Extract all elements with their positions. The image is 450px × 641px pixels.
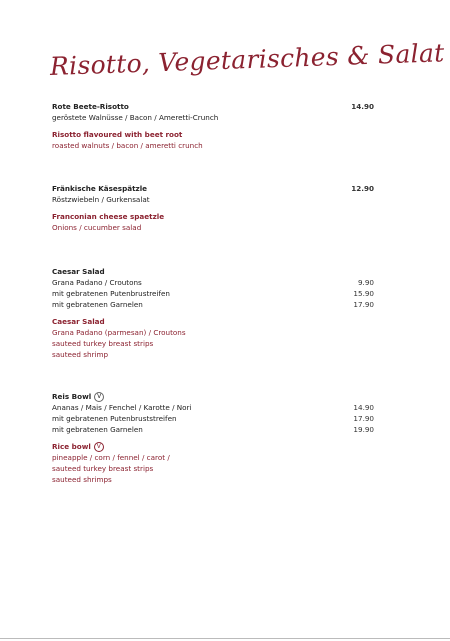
dish-option-de: mit gebratenen Putenbrustreifen 15.90 <box>52 289 374 298</box>
vegan-v-icon: V <box>94 442 104 452</box>
menu-item-kaesespaetzle <box>52 183 374 233</box>
price: 14.90 <box>353 403 374 412</box>
dish-description-de: Grana Padano / Croutons 9.90 <box>52 278 374 287</box>
dish-name-de: Fränkische Käsespätzle 12.90 <box>52 184 374 193</box>
price: 17.90 <box>353 300 374 309</box>
dish-name-de: Caesar Salad <box>52 267 105 276</box>
dish-option-de: mit gebratenen Garnelen 17.90 <box>52 300 374 309</box>
dish-name-en: Risotto flavoured with beet root <box>52 130 183 139</box>
dish-name-en: Caesar Salad <box>52 317 105 326</box>
dish-description-de: geröstete Walnüsse / Bacon / Ameretti-Crunch <box>52 113 219 122</box>
dish-name-de: Reis Bowl V <box>52 391 374 402</box>
menu-item-rote-beete-risotto <box>52 101 374 151</box>
price: 14.90 <box>351 102 374 111</box>
vegan-v-icon: V <box>94 392 104 402</box>
dish-description-de: Ananas / Mais / Fenchel / Karotte / Nori 14.90 <box>52 403 374 412</box>
dish-description-en: Grana Padano (parmesan) / Croutons <box>52 328 186 337</box>
dish-option-en: sauteed shrimps <box>52 475 112 484</box>
page-bottom-divider <box>0 638 450 639</box>
dish-description-en: roasted walnuts / bacon / ameretti crunch <box>52 141 203 150</box>
price: 9.90 <box>357 278 374 287</box>
dish-description-de: Röstzwiebeln / Gurkensalat <box>52 195 150 204</box>
dish-option-en: sauteed turkey breast strips <box>52 339 154 348</box>
dish-description-en: pineapple / corn / fennel / carot / <box>52 453 170 462</box>
price: 15.90 <box>353 289 374 298</box>
dish-option-en: sauteed shrimp <box>52 350 109 359</box>
dish-option-de: mit gebratenen Putenbruststreifen 17.90 <box>52 414 374 423</box>
dish-name-en: Franconian cheese spaetzle <box>52 212 165 221</box>
menu-item-caesar-salad <box>52 266 374 360</box>
price: 17.90 <box>353 414 374 423</box>
dish-name-en: Rice bowl V <box>52 441 374 452</box>
page-title: Risotto, Vegetarisches & Salat <box>49 38 445 81</box>
price: 19.90 <box>353 425 374 434</box>
price: 12.90 <box>351 184 374 193</box>
dish-option-en: sauteed turkey breast strips <box>52 464 154 473</box>
dish-option-de: mit gebratenen Garnelen 19.90 <box>52 425 374 434</box>
dish-description-en: Onions / cucumber salad <box>52 223 142 232</box>
dish-name-de: Rote Beete-Risotto 14.90 <box>52 102 374 111</box>
menu-item-reis-bowl <box>52 391 374 485</box>
